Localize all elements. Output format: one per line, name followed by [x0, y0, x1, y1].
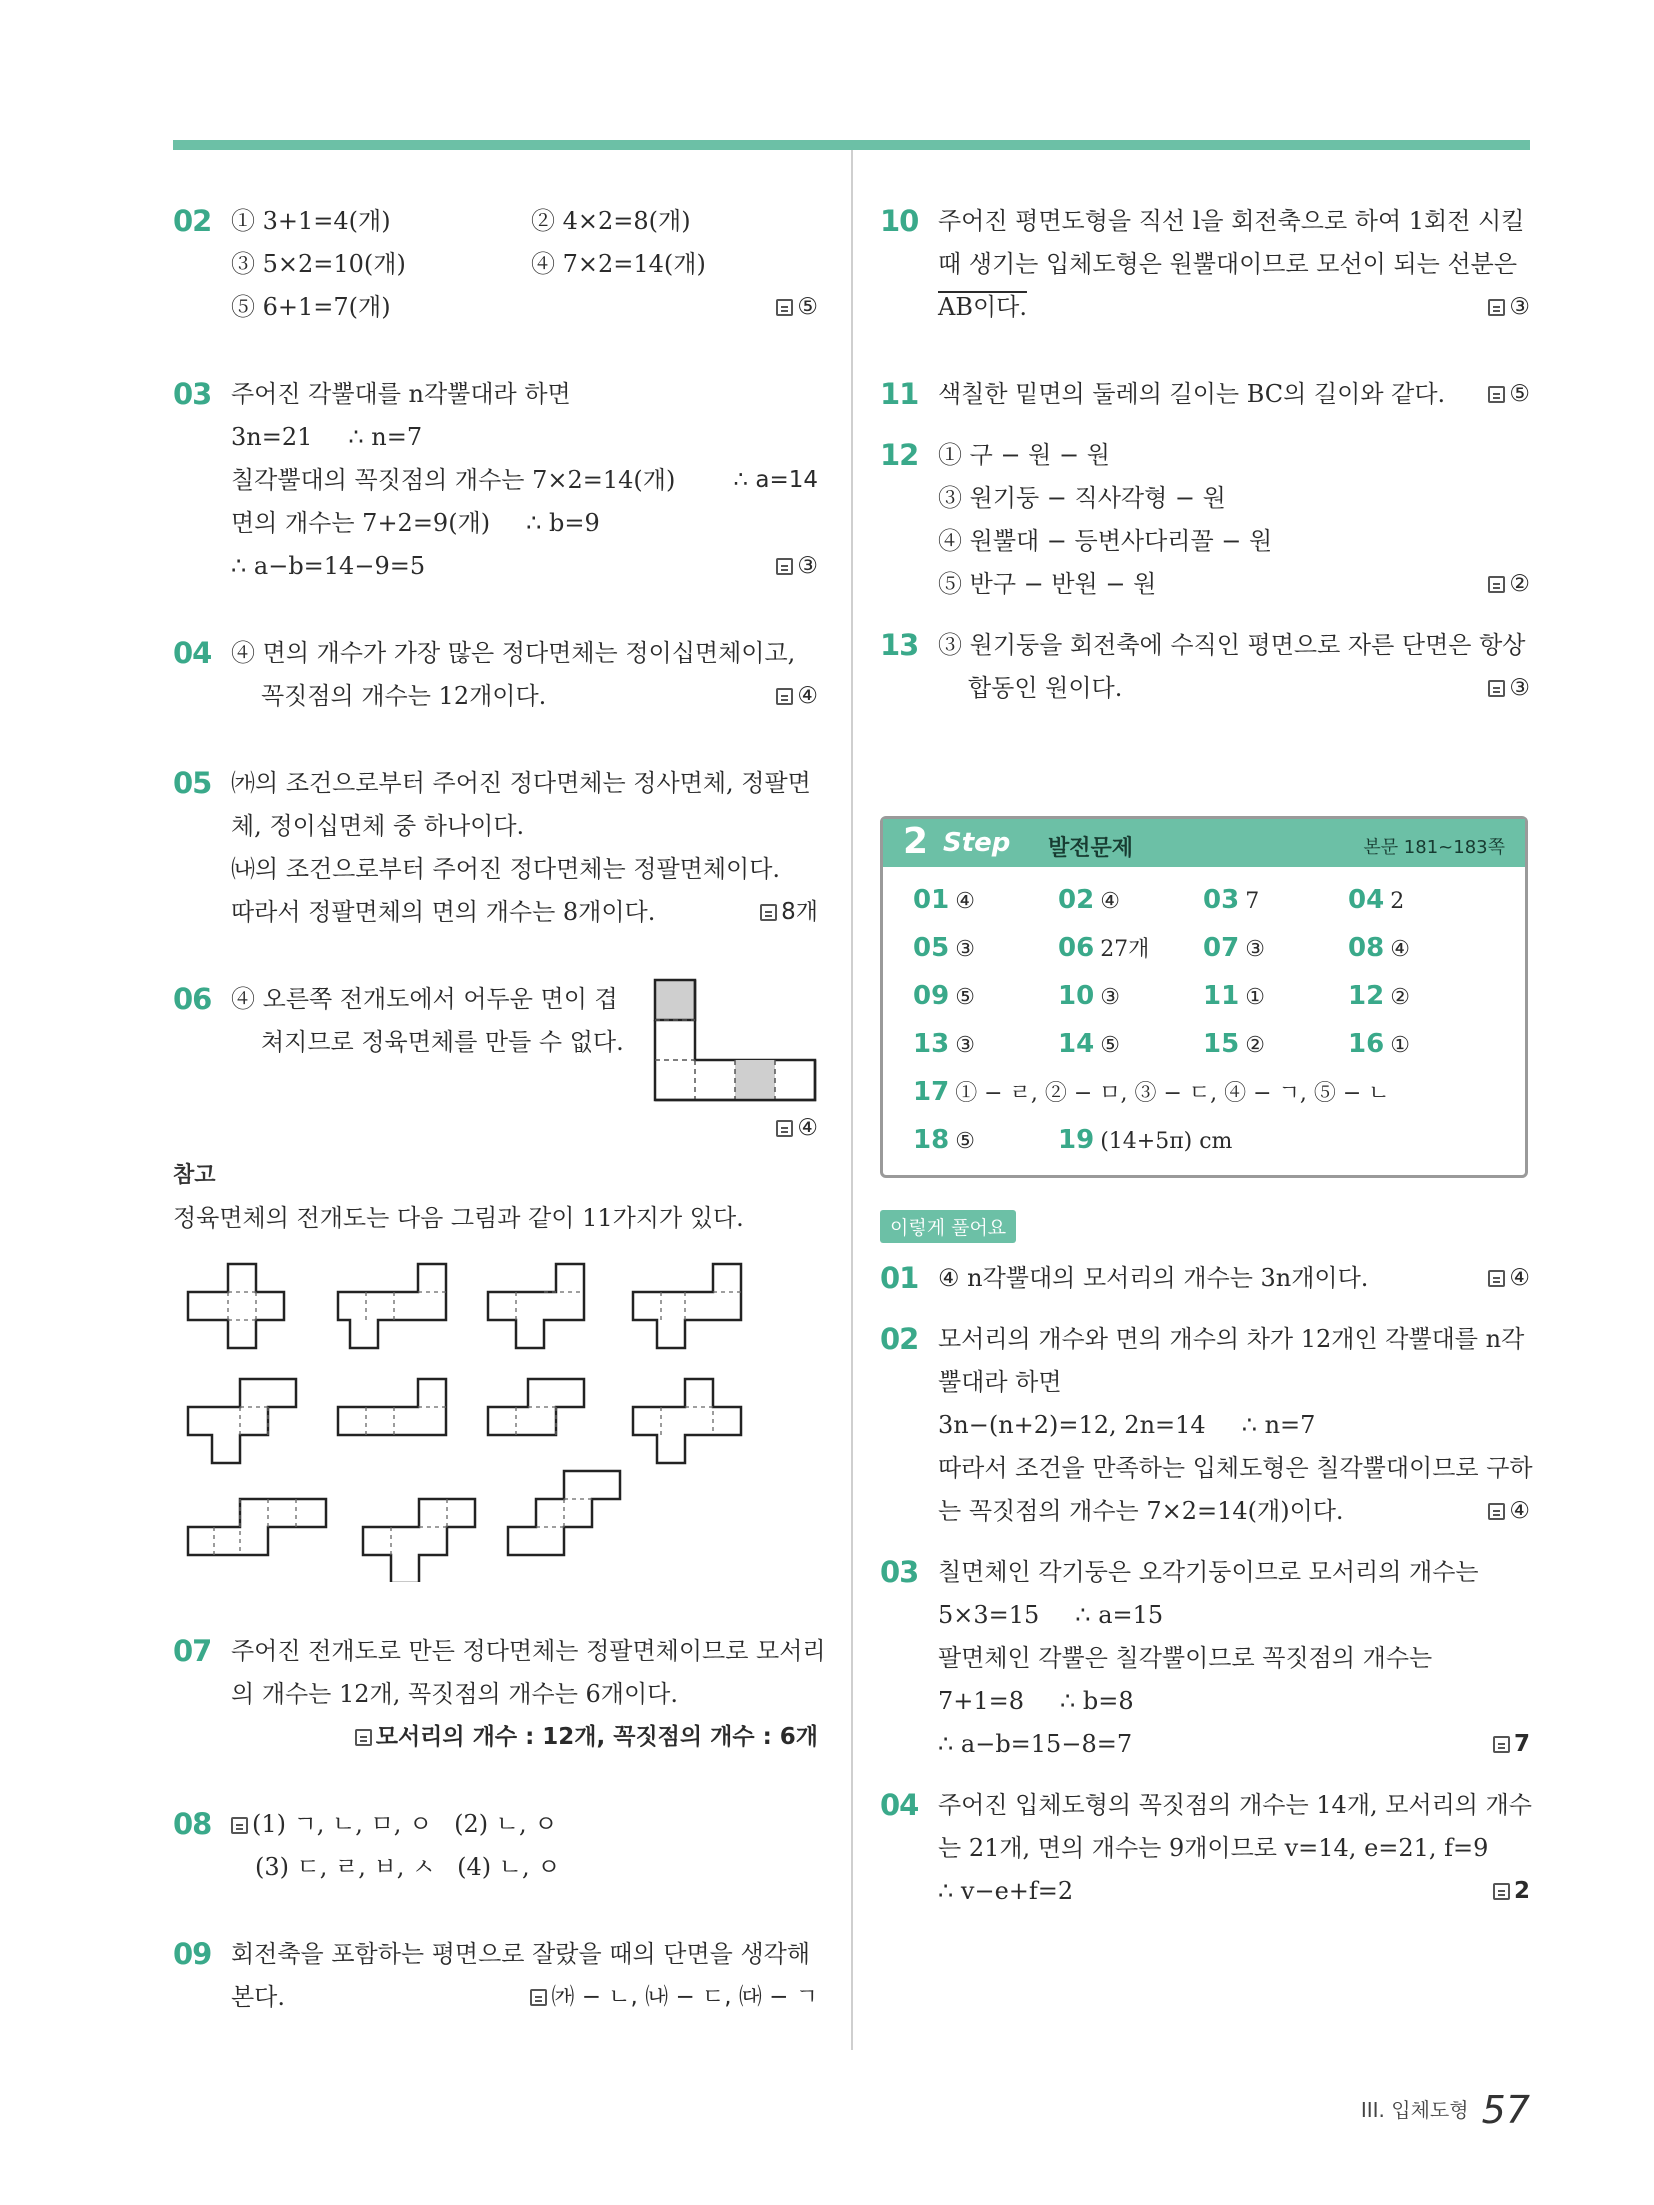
step-answer-value: ②: [1245, 1033, 1265, 1058]
solution-line: 쳐지므로 정육면체를 만들 수 없다.: [261, 1028, 624, 1056]
answer-mark-icon: [1493, 1736, 1510, 1753]
step-title: 발전문제: [1048, 836, 1134, 861]
conclusion: ∴ b=9: [526, 509, 600, 537]
column-divider: [851, 150, 853, 2050]
choice-5: ⑤ 6+1=7(개): [231, 293, 391, 321]
step-answer-number: 02: [1058, 885, 1095, 915]
solution-line: ④ 면의 개수가 가장 많은 정다면체는 정이십면체이고,: [231, 639, 796, 667]
solution-line: 주어진 전개도로 만든 정다면체는 정팔면체이므로 모서리: [231, 1637, 826, 1665]
solution-line: 주어진 입체도형의 꼭짓점의 개수는 14개, 모서리의 개수: [938, 1791, 1532, 1819]
answer: ④: [1488, 1257, 1530, 1300]
answer-mark-icon: [776, 688, 793, 705]
solution-line: 본다.: [231, 1983, 285, 2011]
equation: 7+1=8: [938, 1687, 1025, 1715]
step-answer-value: ⑤: [955, 985, 975, 1010]
step-answer-item: [913, 1023, 1058, 1067]
problem-number: 03: [880, 1555, 919, 1589]
conclusion: ∴ a=14: [733, 467, 818, 493]
step-answer-item: [1058, 879, 1203, 923]
answer-mark-icon: [530, 1989, 547, 2006]
answer: ⑤: [1488, 373, 1530, 416]
problem-number: 05: [173, 766, 212, 800]
problem-08: [173, 1803, 818, 1889]
step-answer-item: [1203, 975, 1348, 1019]
step-answer-number: 04: [1348, 885, 1385, 915]
step-answer-item: [1348, 927, 1493, 971]
answer-mark-icon: [1493, 1883, 1510, 1900]
answer-part-4: (4) ㄴ, ㅇ: [457, 1853, 561, 1881]
step-answer-number: 18: [913, 1125, 950, 1155]
problem-02: [173, 200, 818, 329]
step-answer-item: [913, 879, 1058, 923]
solution-line: ㈏의 조건으로부터 주어진 정다면체는 정팔면체이다.: [231, 855, 781, 883]
step-answer-item: [1203, 927, 1348, 971]
solution-line: 칠면체인 각기둥은 오각기둥이므로 모서리의 개수는: [938, 1558, 1479, 1586]
step-answer-item: [1203, 879, 1348, 923]
answer-mark-icon: [1488, 1270, 1505, 1287]
solution-line: 회전축을 포함하는 평면으로 잘랐을 때의 단면을 생각해: [231, 1940, 811, 1968]
problem-07: [173, 1630, 826, 1759]
step-answer-value: ②: [1390, 985, 1410, 1010]
answer-part-1: (1) ㄱ, ㄴ, ㅁ, ㅇ: [252, 1810, 433, 1838]
step-answer-value: ④: [955, 889, 975, 914]
step-answer-value: ① − ㄹ, ② − ㅁ, ③ − ㄷ, ④ − ㄱ, ⑤ − ㄴ: [955, 1081, 1390, 1106]
step-answer-item: [1058, 975, 1203, 1019]
step-answer-item: [1348, 975, 1493, 1019]
problem-number: 11: [880, 377, 919, 411]
solution-tag: 이렇게 풀어요: [880, 1210, 1016, 1243]
choice-2: ② 4×2=8(개): [531, 207, 691, 235]
page-footer: [1361, 2088, 1530, 2132]
step-answer-item: [1058, 1023, 1203, 1067]
solution-02: [880, 1318, 1533, 1533]
solution-04: [880, 1784, 1530, 1913]
solution-line: ∴ a−b=15−8=7: [938, 1730, 1133, 1758]
solution-line: AB이다.: [938, 293, 1027, 321]
answer-mark-icon: [1488, 386, 1505, 403]
step-answer-item: [913, 927, 1058, 971]
answer: ④: [1488, 1490, 1530, 1533]
step-answer-value: ①: [1390, 1033, 1410, 1058]
choice-1: ① 구 − 원 − 원: [938, 441, 1110, 469]
answer-grid: [883, 867, 1525, 1175]
equation: 5×3=15: [938, 1601, 1040, 1629]
answer-mark-icon: [776, 558, 793, 575]
equation: 3n=21: [231, 423, 313, 451]
answer: ③: [1488, 286, 1530, 329]
step-answer-number: 14: [1058, 1029, 1095, 1059]
problem-number: 03: [173, 377, 212, 411]
choice-4: ④ 7×2=14(개): [531, 250, 706, 278]
problem-11: [880, 373, 1530, 416]
problem-03: [173, 373, 818, 588]
answer-mark-icon: [776, 1120, 793, 1137]
step-word: Step: [943, 828, 1011, 858]
answer: 8개: [760, 891, 818, 934]
answer: 모서리의 개수 : 12개, 꼭짓점의 개수 : 6개: [355, 1716, 818, 1759]
step-answer-number: 15: [1203, 1029, 1240, 1059]
conclusion: ∴ a=15: [1075, 1601, 1164, 1629]
step-answer-number: 13: [913, 1029, 950, 1059]
problem-04: [173, 632, 818, 718]
step-answer-number: 11: [1203, 981, 1240, 1011]
answer-part-3: (3) ㄷ, ㄹ, ㅂ, ㅅ: [255, 1853, 436, 1881]
section-title: III. 입체도형: [1360, 2098, 1469, 2122]
answer: ②: [1488, 563, 1530, 606]
solution-line: 는 21개, 면의 개수는 9개이므로 v=14, e=21, f=9: [938, 1834, 1489, 1862]
step-answer-value: ④: [1100, 889, 1120, 914]
solution-line: ㈎의 조건으로부터 주어진 정다면체는 정사면체, 정팔면: [231, 769, 811, 797]
step-answer-value: 2: [1390, 889, 1405, 914]
step-answer-value: ③: [955, 1033, 975, 1058]
step-answer-value: 7: [1245, 889, 1260, 914]
answer: 2: [1493, 1870, 1530, 1913]
choice-3: ③ 원기둥 − 직사각형 − 원: [938, 484, 1226, 512]
solution-line: ④ n각뿔대의 모서리의 개수는 3n개이다.: [938, 1264, 1369, 1292]
solution-line: ∴ a−b=14−9=5: [231, 552, 426, 580]
solution-01: [880, 1257, 1530, 1300]
step-header: [883, 819, 1525, 867]
solution-line: 주어진 각뿔대를 n각뿔대라 하면: [231, 380, 571, 408]
problem-number: 02: [880, 1322, 919, 1356]
problem-number: 04: [173, 636, 212, 670]
step-number: 2: [903, 821, 929, 862]
step-answer-item: [1348, 879, 1493, 923]
answer-mark-icon: [760, 904, 777, 921]
problem-13: [880, 624, 1530, 710]
problem-number: 08: [173, 1807, 212, 1841]
answer-mark-icon: [355, 1729, 372, 1746]
step-answer-number: 07: [1203, 933, 1240, 963]
problem-number: 01: [880, 1261, 919, 1295]
conclusion: ∴ n=7: [1241, 1411, 1316, 1439]
answer: ⑤: [776, 286, 818, 329]
answer-mark-icon: [1488, 1503, 1505, 1520]
solution-line: 뿔대라 하면: [938, 1368, 1062, 1396]
problem-number: 04: [880, 1788, 919, 1822]
step-answer-item: [913, 1071, 1493, 1115]
problem-12: [880, 434, 1530, 606]
conclusion: ∴ b=8: [1060, 1687, 1134, 1715]
choice-4: ④ 원뿔대 − 등변사다리꼴 − 원: [938, 527, 1273, 555]
solution-line: 의 개수는 12개, 꼭짓점의 개수는 6개이다.: [231, 1680, 678, 1708]
top-accent-bar: [173, 140, 1530, 150]
step-answer-number: 06: [1058, 933, 1095, 963]
answer: ③: [1488, 667, 1530, 710]
problem-09: [173, 1933, 818, 2019]
choice-3: ③ 5×2=10(개): [231, 250, 406, 278]
step-answer-item: [1058, 1119, 1493, 1163]
step-answer-item: [1058, 927, 1203, 971]
problem-number: 12: [880, 438, 919, 472]
answer-mark-icon: [1488, 576, 1505, 593]
solution-line: ③ 원기둥을 회전축에 수직인 평면으로 자른 단면은 항상: [938, 631, 1526, 659]
right-column: [880, 200, 1533, 1913]
solution-03: [880, 1551, 1530, 1766]
step-answer-item: [1348, 1023, 1493, 1067]
step-answer-number: 09: [913, 981, 950, 1011]
solution-line: 체, 정이십면체 중 하나이다.: [231, 812, 525, 840]
step-answer-number: 05: [913, 933, 950, 963]
solution-line: 따라서 조건을 만족하는 입체도형은 칠각뿔대이므로 구하: [938, 1454, 1533, 1482]
step-answer-value: ⑤: [955, 1129, 975, 1154]
solution-line: 때 생기는 입체도형은 원뿔대이므로 모선이 되는 선분은: [938, 250, 1518, 278]
equation: 3n−(n+2)=12, 2n=14: [938, 1411, 1206, 1439]
step-answer-number: 03: [1203, 885, 1240, 915]
problem-number: 06: [173, 982, 212, 1016]
answer-mark-icon: [231, 1817, 248, 1834]
problem-10: [880, 200, 1530, 329]
problem-05: [173, 762, 818, 934]
step-answer-number: 16: [1348, 1029, 1385, 1059]
answer: ㈎ − ㄴ, ㈏ − ㄷ, ㈐ − ㄱ: [530, 1976, 818, 2019]
answer-mark-icon: [1488, 680, 1505, 697]
reference-text: 정육면체의 전개도는 다음 그림과 같이 11가지가 있다.: [173, 1204, 744, 1232]
step-answer-value: ①: [1245, 985, 1265, 1010]
answer: ④: [776, 675, 818, 718]
solution-line: 꼭짓점의 개수는 12개이다.: [261, 682, 547, 710]
problem-number: 13: [880, 628, 919, 662]
answer: ④: [776, 1107, 818, 1150]
problem-number: 07: [173, 1634, 212, 1668]
page-number: 57: [1481, 2088, 1530, 2132]
solution-line: 는 꼭짓점의 개수는 7×2=14(개)이다.: [938, 1497, 1344, 1525]
step-page-ref: 본문 181~183쪽: [1363, 837, 1505, 858]
conclusion: ∴ n=7: [348, 423, 423, 451]
step-answer-number: 01: [913, 885, 950, 915]
step-answer-number: 19: [1058, 1125, 1095, 1155]
step-answer-value: ③: [1245, 937, 1265, 962]
step-answer-number: 08: [1348, 933, 1385, 963]
answer-mark-icon: [1488, 299, 1505, 316]
answer: ③: [776, 545, 818, 588]
choice-1: ① 3+1=4(개): [231, 207, 391, 235]
solution-line: 주어진 평면도형을 직선 l을 회전축으로 하여 1회전 시킬: [938, 207, 1525, 235]
solution-line: 칠각뿔대의 꼭짓점의 개수는 7×2=14(개): [231, 466, 676, 494]
solution-line: ∴ v−e+f=2: [938, 1877, 1074, 1905]
step-answer-item: [913, 1119, 1058, 1163]
step-answer-number: 10: [1058, 981, 1095, 1011]
step-answer-item: [1203, 1023, 1348, 1067]
step-answer-value: ③: [955, 937, 975, 962]
step-answer-number: 12: [1348, 981, 1385, 1011]
step-answer-value: (14+5π) cm: [1100, 1129, 1233, 1154]
solution-line: 팔면체인 각뿔은 칠각뿔이므로 꼭짓점의 개수는: [938, 1644, 1433, 1672]
solution-line: 모서리의 개수와 면의 개수의 차가 12개인 각뿔대를 n각: [938, 1325, 1525, 1353]
solution-line: ④ 오른쪽 전개도에서 어두운 면이 겹: [231, 985, 618, 1013]
answer-part-2: (2) ㄴ, ㅇ: [454, 1810, 558, 1838]
solution-line: 따라서 정팔면체의 면의 개수는 8개이다.: [231, 898, 656, 926]
step2-answer-box: [880, 816, 1528, 1178]
problem-number: 02: [173, 204, 212, 238]
problem-06: [173, 978, 818, 1596]
problem-number: 10: [880, 204, 919, 238]
left-column: [173, 200, 826, 2019]
step-answer-value: ③: [1100, 985, 1120, 1010]
step-answer-value: ⑤: [1100, 1033, 1120, 1058]
reference-label: 참고: [173, 1163, 216, 1188]
step-answer-value: ④: [1390, 937, 1410, 962]
solution-line: 색칠한 밑면의 둘레의 길이는 BC의 길이와 같다.: [938, 380, 1446, 408]
answer-mark-icon: [776, 299, 793, 316]
choice-5: ⑤ 반구 − 반원 − 원: [938, 570, 1157, 598]
problem-number: 09: [173, 1937, 212, 1971]
cube-nets-figure: [173, 1252, 753, 1582]
step-answer-number: 17: [913, 1077, 950, 1107]
solution-line: 합동인 원이다.: [968, 674, 1123, 702]
solution-line: 면의 개수는 7+2=9(개): [231, 509, 491, 537]
step-answer-item: [913, 975, 1058, 1019]
step-answer-value: 27개: [1100, 937, 1150, 962]
answer: 7: [1493, 1723, 1530, 1766]
